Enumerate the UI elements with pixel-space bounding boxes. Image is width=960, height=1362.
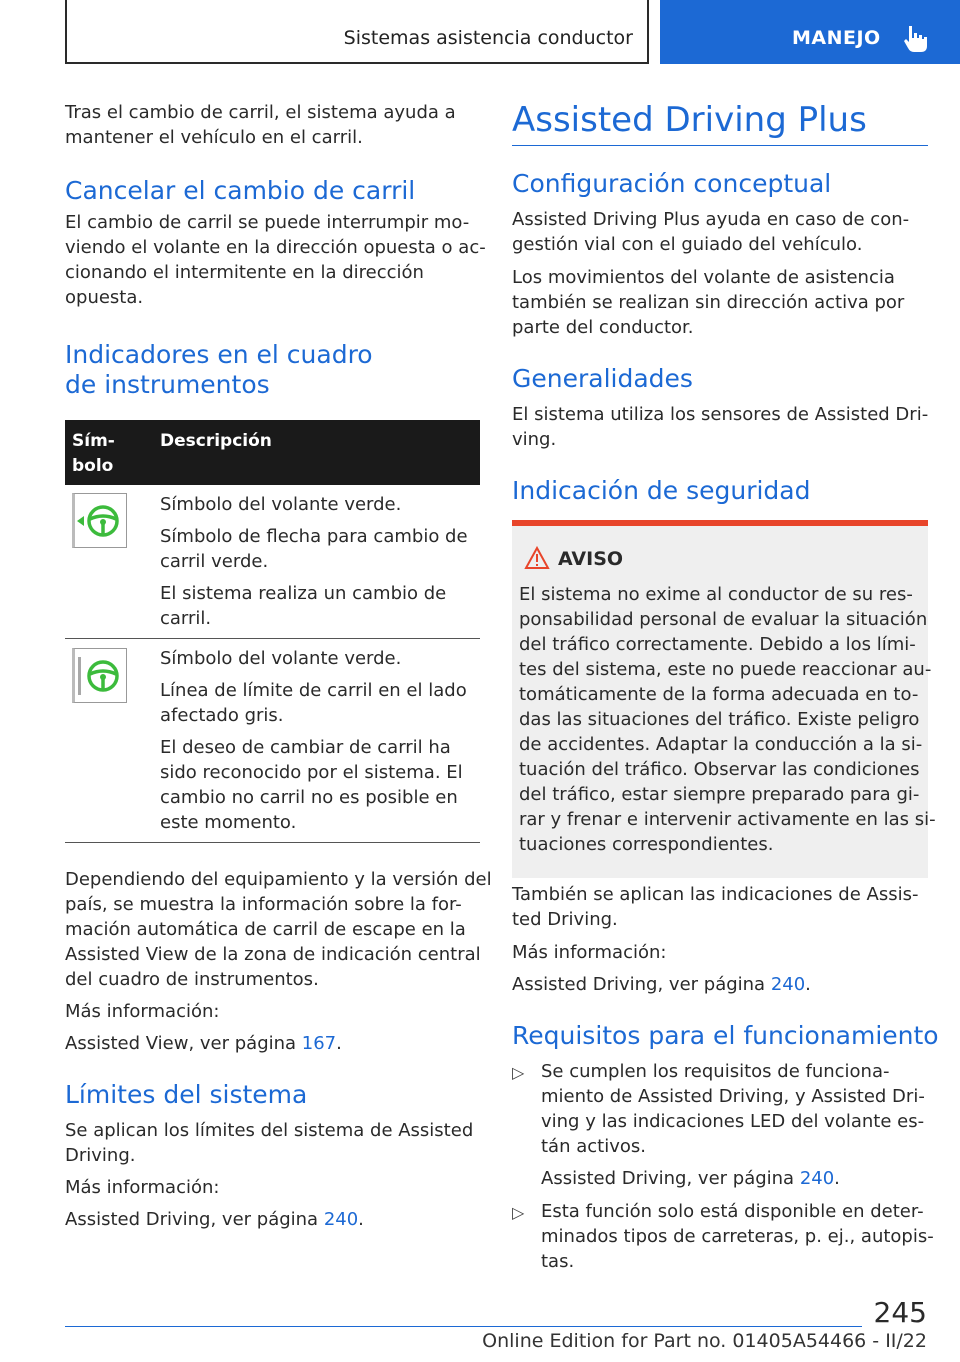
depending-line-4: Assisted View de la zona de indicación central [65, 944, 481, 965]
warning-line-7: de accidentes. Adaptar la conducción a la si- [519, 734, 923, 755]
section-title: Sistemas asistencia conductor [343, 27, 633, 49]
page-link-240[interactable]: 240 [799, 1168, 835, 1189]
steering-wheel-lane-line-icon [75, 649, 127, 702]
cancel-text-line-1: El cambio de carril se puede interrumpir mo- [65, 212, 470, 233]
table-row-2-line-3: afectado gris. [160, 705, 284, 726]
warning-line-6: das las situaciones del tráfico. Existe peligro [519, 709, 920, 730]
table-row-1-line-1: Símbolo del volante verde. [160, 494, 402, 515]
indicators-heading-line-1: Indicadores en el cuadro [65, 340, 373, 369]
table-row-2-line-4: El deseo de cambiar de carril ha [160, 737, 451, 758]
warning-line-3: del tráfico correctamente. Debido a los lími- [519, 634, 916, 655]
warning-title: AVISO [558, 548, 624, 570]
warning-line-2: ponsabilidad personal de evaluar la situación [519, 609, 928, 630]
warning-line-8: tuación del tráfico. Observar las condiciones [519, 759, 920, 780]
table-row-1-line-5: carril. [160, 608, 212, 629]
depending-line-2: país, se muestra la información sobre la for- [65, 894, 462, 915]
general-heading: Generalidades [512, 364, 693, 393]
limits-text-line-2: Driving. [65, 1145, 136, 1166]
concept-text-2-line-2: también se realizan sin dirección activa por [512, 292, 905, 313]
concept-text-1-line-2: gestión vial con el guiado del vehículo. [512, 234, 863, 255]
depending-line-3: mación automática de carril de escape en la [65, 919, 466, 940]
table-header [65, 420, 480, 485]
reference-text: Assisted View, ver página [65, 1033, 302, 1054]
requirements-heading: Requisitos para el funcionamiento [512, 1021, 939, 1050]
warning-line-4: tes del sistema, este no puede reaccionar au- [519, 659, 932, 680]
warning-line-10: rar y frenar e intervenir activamente en las si- [519, 809, 936, 830]
table-row-2-line-5: sido reconocido por el sistema. El [160, 762, 463, 783]
table-row-1-line-3: carril verde. [160, 551, 269, 572]
reference-assisted-view: Assisted View, ver página 167. [65, 1033, 342, 1054]
general-text-line-1: El sistema utiliza los sensores de Assisted Dri- [512, 404, 929, 425]
bullet-2-line-3: tas. [541, 1251, 575, 1272]
table-row-divider [65, 638, 480, 639]
concept-heading: Configuración conceptual [512, 169, 832, 198]
concept-text-1-line-1: Assisted Driving Plus ayuda en caso de con- [512, 209, 910, 230]
footer-rule [65, 1326, 862, 1327]
reference-text: Assisted Driving, ver página [65, 1209, 324, 1230]
table-row-2-line-1: Símbolo del volante verde. [160, 648, 402, 669]
table-bottom-divider [65, 842, 480, 843]
column-header-symbol-line-1: Sím- [72, 431, 115, 451]
hand-pointer-icon [902, 24, 928, 54]
safety-heading: Indicación de seguridad [512, 476, 811, 505]
steering-wheel-arrow-left-icon [75, 494, 127, 547]
bullet-2-line-2: minados tipos de carreteras, p. ej., autopis- [541, 1226, 934, 1247]
cancel-text-line-3: cionando el intermitente en la dirección [65, 262, 424, 283]
bullet-2-line-1: Esta función solo está disponible en deter- [541, 1201, 924, 1222]
chapter-tab-label: MANEJO [792, 27, 881, 49]
table-row-2-symbol [72, 648, 127, 703]
cancel-heading: Cancelar el cambio de carril [65, 176, 416, 205]
cancel-text-line-2: viendo el volante en la dirección opuesta o ac- [65, 237, 486, 258]
more-info-label-1: Más información: [65, 1001, 220, 1022]
bullet-1-reference: Assisted Driving, ver página 240. [541, 1168, 840, 1189]
general-text-line-2: ving. [512, 429, 557, 450]
depending-line-1: Dependiendo del equipamiento y la versión del [65, 869, 492, 890]
bullet-1-line-1: Se cumplen los requisitos de funciona- [541, 1061, 890, 1082]
table-row-2-line-6: cambio no carril no es posible en [160, 787, 458, 808]
concept-text-2-line-1: Los movimientos del volante de asistencia [512, 267, 895, 288]
bullet-marker-1: ▷ [512, 1063, 525, 1082]
indicators-heading-line-2: de instrumentos [65, 370, 270, 399]
reference-text: Assisted Driving, ver página [512, 974, 771, 995]
warning-line-11: tuaciones correspondientes. [519, 834, 774, 855]
bullet-marker-2: ▷ [512, 1203, 525, 1222]
intro-line-1: Tras el cambio de carril, el sistema ayuda a [65, 102, 456, 123]
more-info-label-2: Más información: [65, 1177, 220, 1198]
intro-line-2: mantener el vehículo en el carril. [65, 127, 363, 148]
also-text-line-2: ted Driving. [512, 909, 618, 930]
table-row-1-symbol [72, 493, 127, 548]
bullet-1-line-3: ving y las indicaciones LED del volante es- [541, 1111, 925, 1132]
column-header-symbol [72, 429, 115, 479]
warning-triangle-icon [524, 546, 550, 570]
table-row-2-line-7: este momento. [160, 812, 297, 833]
bullet-1-line-2: miento de Assisted Driving, y Assisted Dri- [541, 1086, 925, 1107]
warning-line-5: tomáticamente de la forma adecuada en to- [519, 684, 919, 705]
header-section-frame [65, 0, 649, 64]
table-row-1-line-4: El sistema realiza un cambio de [160, 583, 447, 604]
cancel-text-line-4: opuesta. [65, 287, 144, 308]
main-heading: Assisted Driving Plus [512, 100, 867, 140]
page-link-167[interactable]: 167 [301, 1033, 337, 1054]
warning-line-1: El sistema no exime al conductor de su res- [519, 584, 913, 605]
reference-assisted-driving: Assisted Driving, ver página 240. [65, 1209, 364, 1230]
table-row-2-line-2: Línea de límite de carril en el lado [160, 680, 467, 701]
more-info-label: Más información: [512, 942, 667, 963]
depending-line-5: del cuadro de instrumentos. [65, 969, 319, 990]
page-link-240[interactable]: 240 [323, 1209, 359, 1230]
page-link-240[interactable]: 240 [770, 974, 806, 995]
limits-text-line-1: Se aplican los límites del sistema de Assisted [65, 1120, 474, 1141]
table-row-1-line-2: Símbolo de flecha para cambio de [160, 526, 468, 547]
limits-heading: Límites del sistema [65, 1080, 308, 1109]
edition-footer: Online Edition for Part no. 01405A54466 - II/22 [482, 1330, 927, 1352]
bullet-1-line-4: tán activos. [541, 1136, 646, 1157]
warning-line-9: del tráfico, estar siempre preparado para gi- [519, 784, 920, 805]
column-header-description: Descripción [160, 431, 272, 451]
column-header-symbol-line-2: bolo [72, 456, 114, 476]
main-heading-rule [512, 145, 928, 146]
page-number: 245 [873, 1296, 927, 1329]
reference-assisted-driving: Assisted Driving, ver página 240. [512, 974, 811, 995]
reference-text: Assisted Driving, ver página [541, 1168, 800, 1189]
chapter-tab[interactable] [660, 0, 960, 64]
also-text-line-1: También se aplican las indicaciones de Assis- [512, 884, 919, 905]
concept-text-2-line-3: parte del conductor. [512, 317, 694, 338]
warning-box [512, 520, 936, 878]
